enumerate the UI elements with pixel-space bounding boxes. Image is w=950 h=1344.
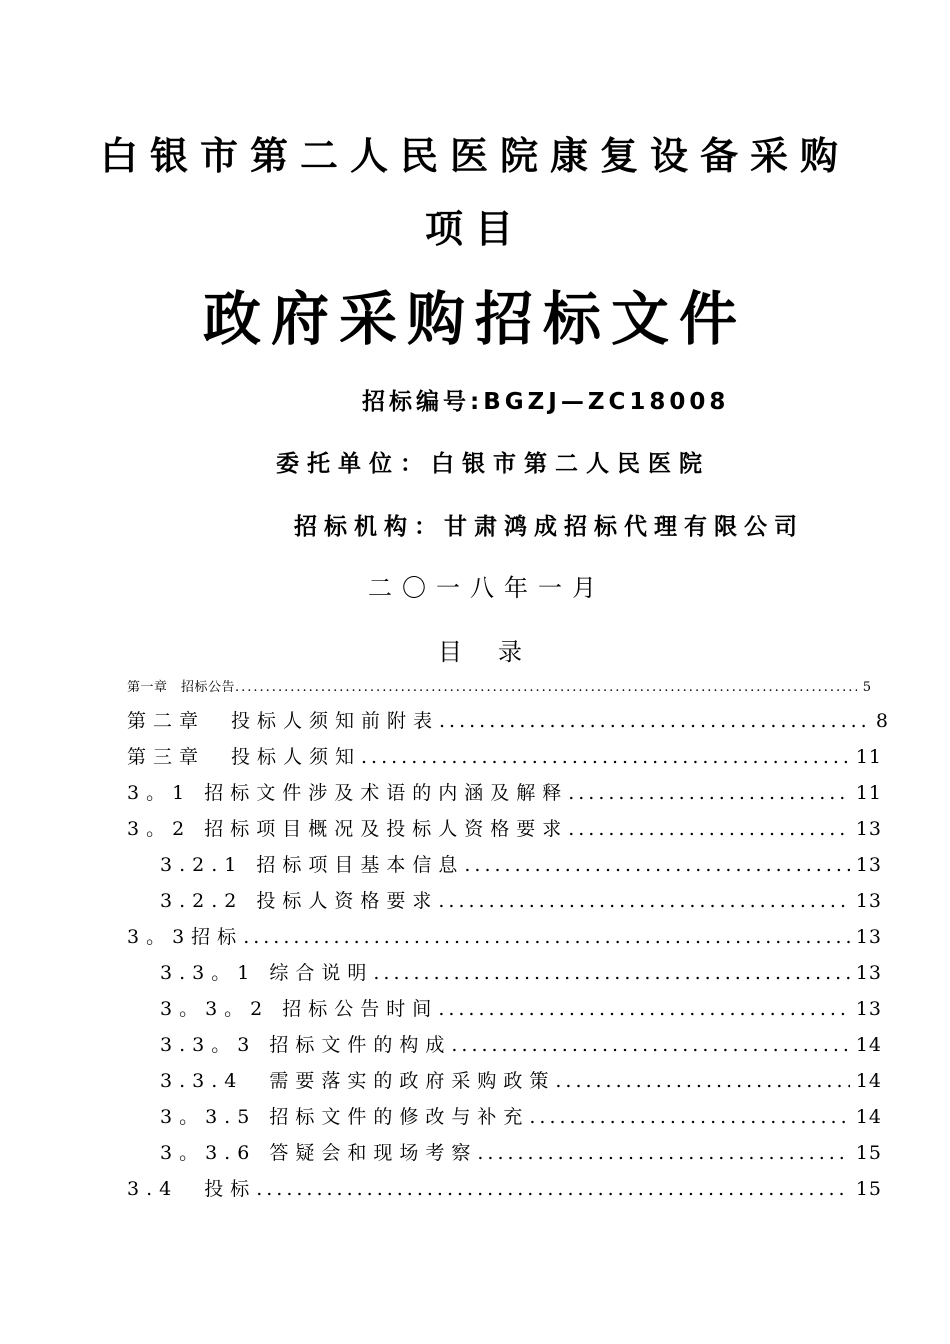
toc-item[interactable] [160,958,882,985]
toc-item-page: 14 [855,1070,882,1092]
toc-item-label: 3.2.1 招标项目基本信息 [160,854,465,876]
toc-item-page: 13 [855,854,882,876]
toc-item-label: 3.3.4 需要落实的政府采购政策 [160,1070,556,1092]
toc-item-page: 13 [855,818,882,840]
toc-item-page: 13 [855,962,882,984]
toc-item[interactable] [160,1030,882,1057]
toc-item-label: 3。3招标 [127,926,244,948]
client-unit: 委托单位：白银市第二人民医院 [276,451,710,477]
toc-item-page: 8 [875,710,889,732]
toc-item[interactable] [127,676,872,695]
toc-leader-dots [243,926,850,948]
toc-item-page: 14 [855,1034,882,1056]
bid-number: 招标编号:BGZJ—ZC18008 [362,389,730,415]
toc-item[interactable] [160,994,882,1021]
issue-date: 二〇一八年一月 [368,574,606,602]
toc-item-page: 13 [855,926,882,948]
toc-item-page: 11 [855,746,882,768]
toc-item-label: 3.3。3 招标文件的构成 [160,1034,452,1056]
toc-item-label: 3。1 招标文件涉及术语的内涵及解释 [127,782,569,804]
toc-item-page: 13 [855,890,882,912]
document-type-title: 政府采购招标文件 [202,285,747,353]
toc-leader-dots [361,746,850,768]
toc-leader-dots [451,1034,849,1056]
toc-leader-dots [477,1142,849,1164]
toc-leader-dots [235,680,857,695]
toc-item-label: 3。2 招标项目概况及投标人资格要求 [127,818,569,840]
toc-item-page: 13 [855,998,882,1020]
toc-item-page: 11 [855,782,882,804]
toc-item-page: 14 [855,1106,882,1128]
toc-item[interactable] [127,1174,882,1201]
toc-leader-dots [555,1070,849,1092]
toc-leader-dots [568,782,850,804]
toc-item[interactable] [127,778,882,805]
toc-leader-dots [439,710,870,732]
toc-item-page: 5 [862,680,872,695]
toc-leader-dots [529,1106,849,1128]
toc-item-page: 15 [855,1178,882,1200]
toc-leader-dots [438,998,850,1020]
toc-leader-dots [568,818,850,840]
toc-item[interactable] [160,1066,882,1093]
toc-item-label: 第一章 招标公告 [127,680,236,695]
toc-item-label: 第三章 投标人须知 [127,746,362,768]
toc-title: 目录 [438,638,558,666]
toc-leader-dots [464,854,849,876]
title-line-1: 白银市第二人民医院康复设备采购 [99,134,850,178]
toc-item-label: 3.2.2 投标人资格要求 [160,890,439,912]
toc-leader-dots [438,890,849,912]
toc-item[interactable] [127,706,889,733]
tender-agency: 招标机构：甘肃鸿成招标代理有限公司 [294,514,804,540]
toc-item-label: 3.4 投标 [127,1178,257,1200]
toc-leader-dots [256,1178,850,1200]
toc-item-label: 3.3。1 综合说明 [160,962,374,984]
toc-item-page: 15 [855,1142,882,1164]
toc-item[interactable] [127,742,882,769]
toc-item-label: 3。3。2 招标公告时间 [160,998,439,1020]
toc-item-label: 第二章 投标人须知前附表 [127,710,440,732]
toc-leader-dots [373,962,849,984]
toc-item-label: 3。3.6 答疑会和现场考察 [160,1142,478,1164]
toc-item[interactable] [160,850,882,877]
toc-item[interactable] [160,1102,882,1129]
toc-item[interactable] [127,814,882,841]
toc-item[interactable] [127,922,882,949]
title-line-2: 项目 [424,207,525,251]
toc-item[interactable] [160,886,882,913]
toc-item[interactable] [160,1138,882,1165]
toc-item-label: 3。3.5 招标文件的修改与补充 [160,1106,530,1128]
